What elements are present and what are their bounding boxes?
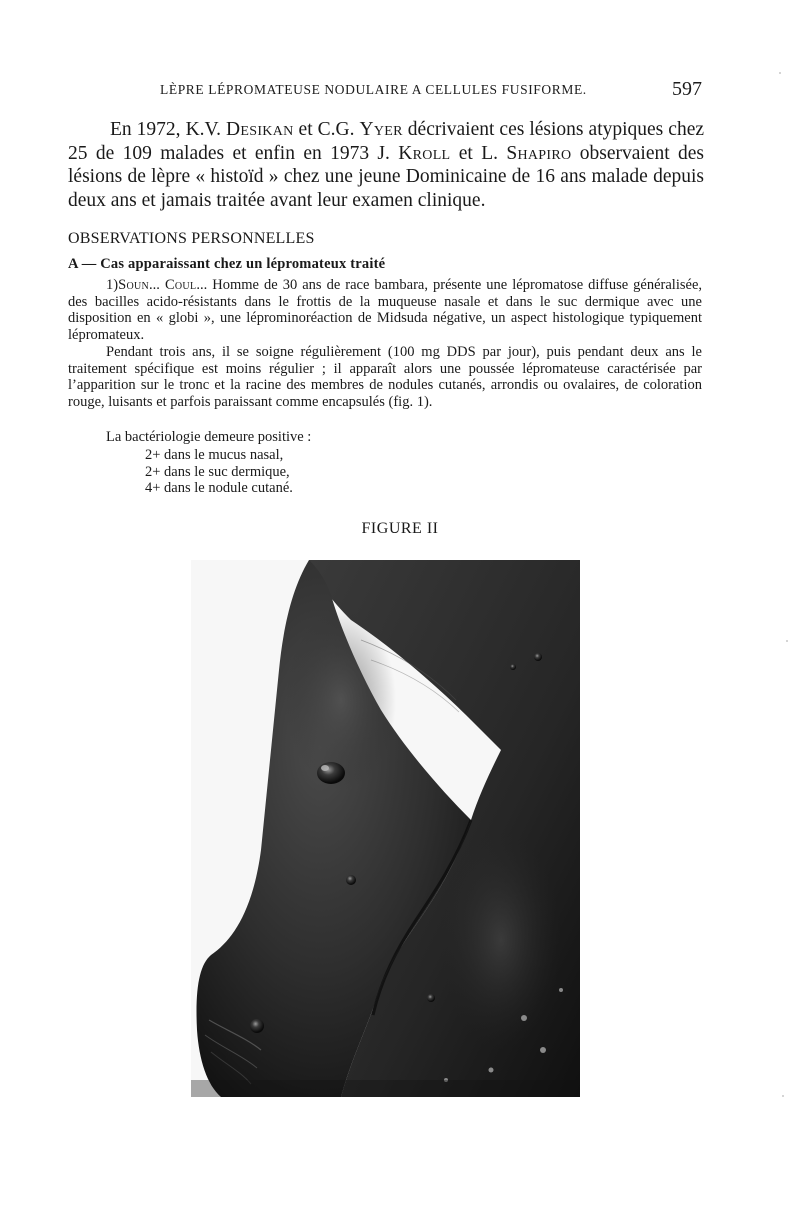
author-name: Desikan — [226, 119, 294, 140]
case-paragraph-1: 1)Soun... Coul... Homme de 30 ans de race bambara, présente une lépromatose diffuse généralisée, des bacilles acido-résistants dans le frottis de la muqueuse nasale et dans le suc dermique avec une disposition en « globi », une léprominoréaction de Midsuda négative, un aspect histologique typiquement lépromateux. — [68, 277, 702, 343]
case-paragraph-3: La bactériologie demeure positive : — [106, 429, 312, 445]
author-name: Kroll — [398, 142, 451, 164]
patient-name: Coul — [164, 277, 197, 293]
case-paragraph-2: Pendant trois ans, il se soigne régulièrement (100 mg DDS par jour), puis pendant deux ans le traitement spécifique est moins régulier ; il apparaît alors une poussée lépromateuse caractérisée par l’apparition sur le tronc et la racine des membres de nodules cutanés, arrondis ou ovalaires, de coloration rouge, luisants et parfois paraissant comme encapsulés (fig. 1). — [68, 344, 702, 410]
list-item: 4+ dans le nodule cutané. — [145, 480, 293, 497]
page-number: 597 — [672, 78, 702, 100]
scan-speck — [779, 72, 781, 74]
list-item: 2+ dans le suc dermique, — [145, 463, 290, 480]
intro-paragraph: En 1972, K.V. Desikan et C.G. Yyer décrivaient ces lésions atypiques chez 25 de 109 malades et enfin en 1973 J. Kroll et L. Shapiro observaient des lésions de lèpre « histoïd » chez une jeune Dominicaine de 16 ans malade depuis deux ans et jamais traitée avant leur examen clinique. — [68, 119, 704, 211]
author-name: Shapiro — [506, 142, 572, 164]
scan-speck — [782, 1095, 784, 1097]
clinical-photograph — [191, 560, 580, 1097]
section-heading: OBSERVATIONS PERSONNELLES — [68, 230, 315, 247]
running-header: LÈPRE LÉPROMATEUSE NODULAIRE A CELLULES FUSIFORME. — [160, 82, 587, 97]
subsection-heading: A — Cas apparaissant chez un lépromateux traité — [68, 256, 386, 272]
list-item: 2+ dans le mucus nasal, — [145, 447, 284, 463]
scan-speck — [786, 640, 788, 642]
author-name: Yyer — [359, 119, 403, 140]
figure-caption: FIGURE II — [361, 520, 439, 537]
patient-name: Soun — [118, 277, 150, 293]
bacteriology-list — [145, 447, 293, 497]
